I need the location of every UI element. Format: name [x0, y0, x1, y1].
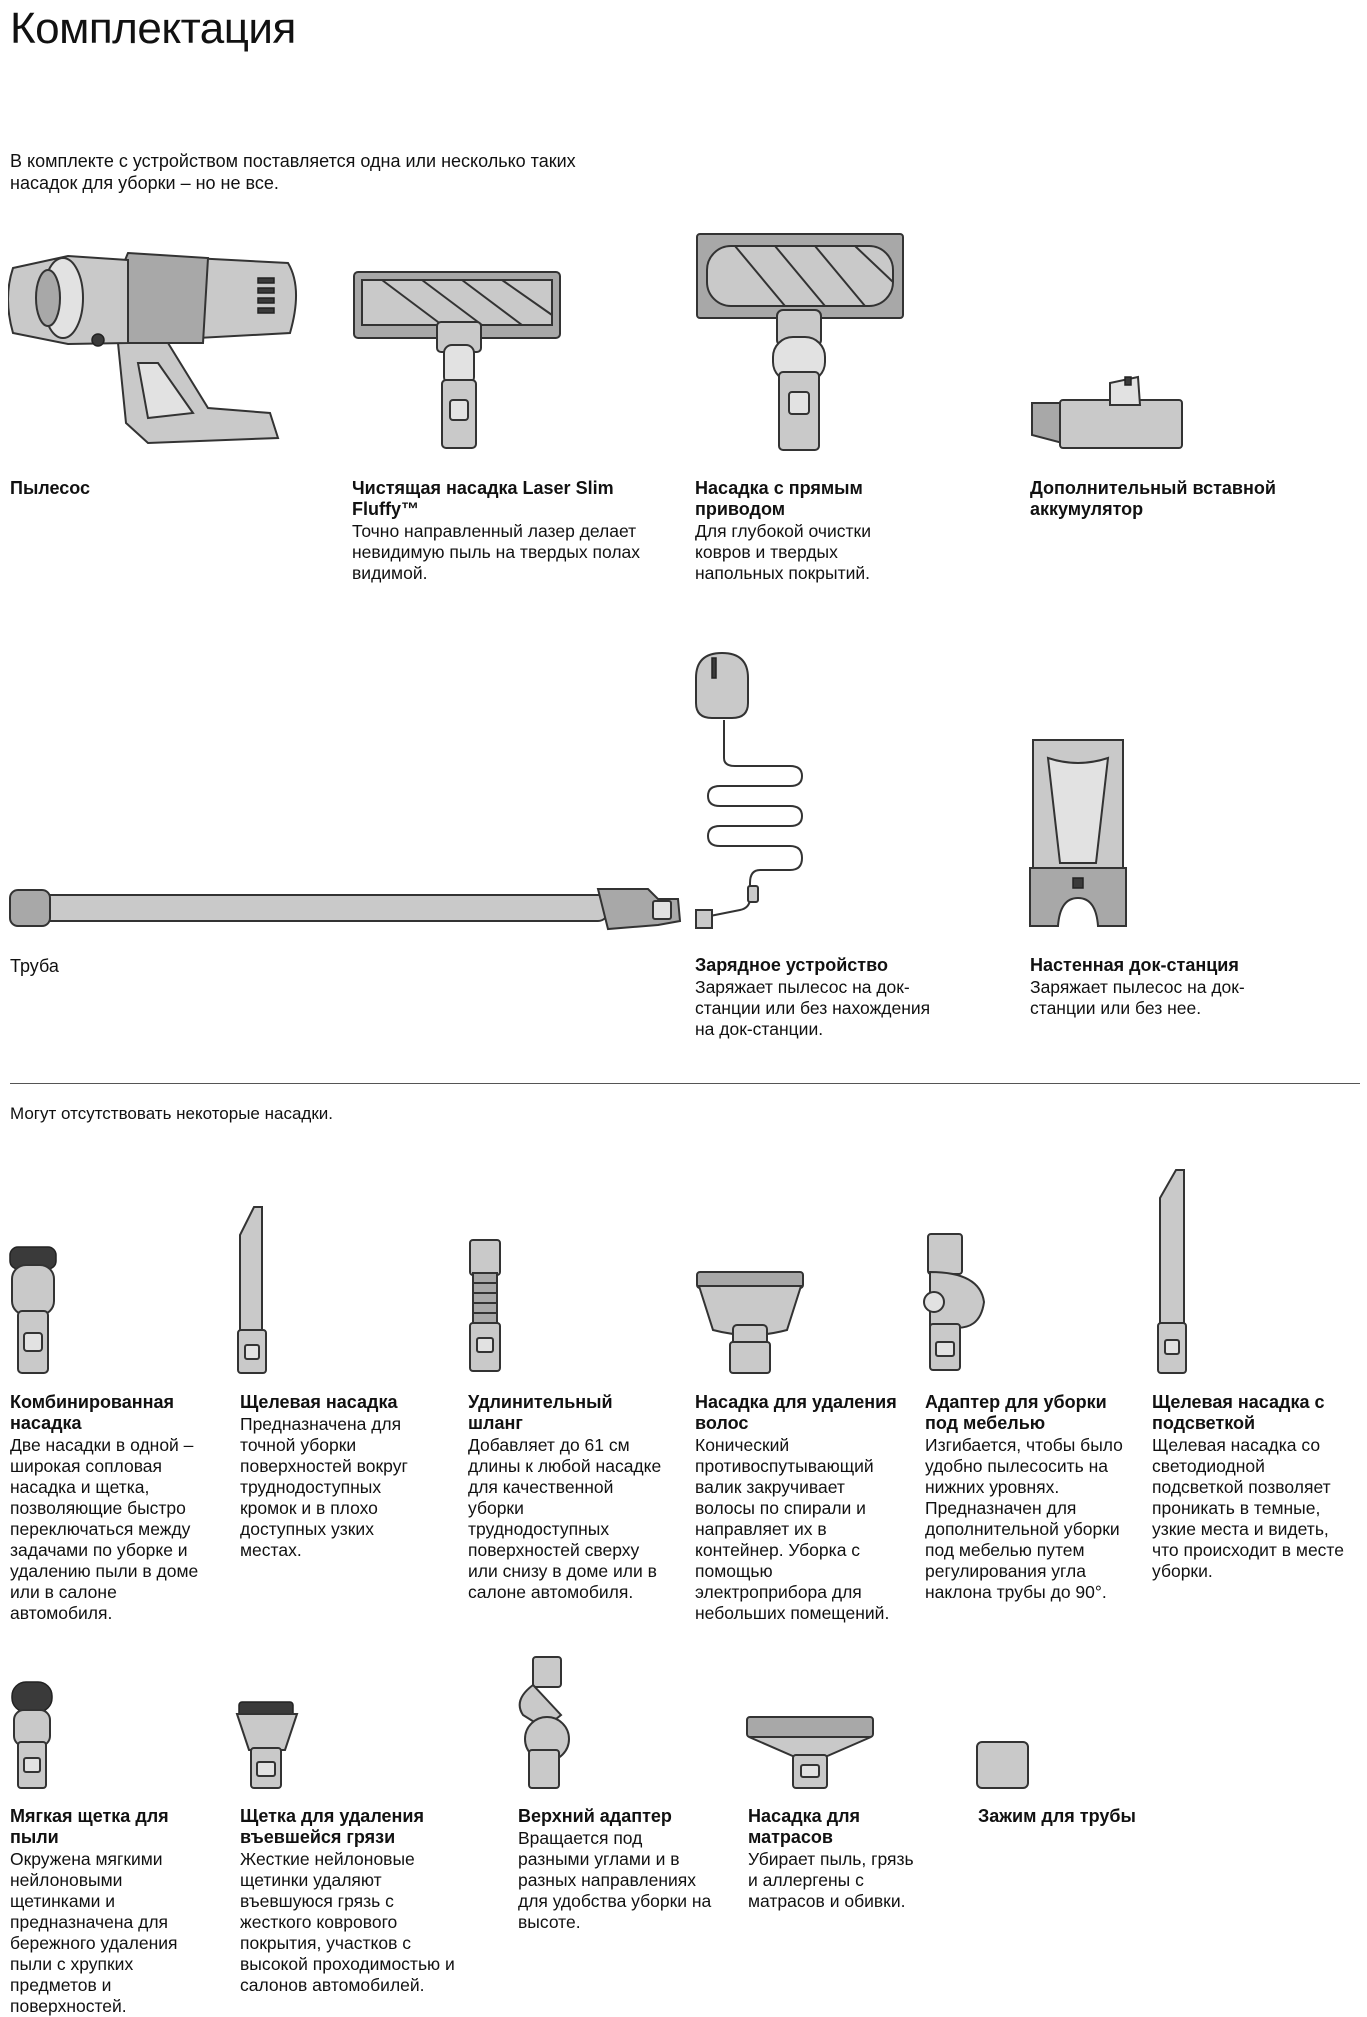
item-name: Адаптер для уборки под мебелью	[925, 1392, 1107, 1433]
item-dock	[1030, 955, 1270, 1019]
item-desc: Жесткие нейлоновые щетинки удаляют въевшуюся грязь с жесткого коврового покрытия, участков с высокой проходимостью и салонов автомобилей.	[240, 1849, 455, 1995]
low-reach-adapter-icon	[920, 1232, 990, 1372]
dock-icon	[1028, 738, 1128, 928]
item-name: Мягкая щетка для пыли	[10, 1806, 169, 1847]
item-name: Насадка с прямым приводом	[695, 478, 863, 519]
item-laser-slim-fluffy	[352, 478, 652, 584]
item-name: Верхний адаптер	[518, 1806, 672, 1826]
item-direct-drive	[695, 478, 915, 584]
item-low-reach-adapter	[925, 1392, 1125, 1603]
item-desc: Предназначена для точной уборки поверхностей вокруг труднодоступных кромок и в плохо доступных узких местах.	[240, 1414, 408, 1560]
item-mattress-tool	[748, 1806, 928, 1912]
item-name: Зарядное устройство	[695, 955, 888, 975]
charger-icon	[690, 648, 815, 933]
item-desc: Две насадки в одной – широкая сопловая насадка и щетка, позволяющие быстро переключаться между задачами по уборке и удалению пыли в доме или в салоне автомобиля.	[10, 1435, 199, 1623]
laser-slim-fluffy-icon	[352, 270, 562, 450]
wand-icon	[8, 885, 683, 935]
item-stubborn-dirt-brush	[240, 1806, 455, 1996]
item-battery	[1030, 478, 1320, 520]
item-combination-tool	[10, 1392, 205, 1624]
item-hair-screw-tool	[695, 1392, 900, 1624]
item-name: Щетка для удаления въевшейся грязи	[240, 1806, 424, 1847]
item-extension-hose	[468, 1392, 663, 1603]
crevice-tool-icon	[232, 1205, 272, 1375]
item-desc: Убирает пыль, грязь и аллергены с матрасов и обивки.	[748, 1849, 914, 1911]
item-vacuum	[10, 478, 330, 499]
item-desc: Изгибается, чтобы было удобно пылесосить на нижних уровнях. Предназначен для дополнительной уборки под мебелью путем регулирования угла наклона трубы до 90°.	[925, 1435, 1123, 1602]
item-name: Щелевая насадка	[240, 1392, 398, 1412]
item-light-pipe-crevice	[1152, 1392, 1357, 1582]
item-desc: Вращается под разными углами и в разных направлениях для удобства уборки на высоте.	[518, 1828, 712, 1932]
up-top-adapter-icon	[515, 1655, 575, 1790]
item-name: Труба	[10, 956, 59, 976]
stubborn-dirt-brush-icon	[235, 1700, 300, 1790]
item-name: Насадка для удаления волос	[695, 1392, 897, 1433]
extension-hose-icon	[465, 1238, 505, 1373]
item-name: Зажим для трубы	[978, 1806, 1136, 1826]
mattress-tool-icon	[745, 1715, 875, 1790]
page-title: Комплектация	[10, 4, 296, 53]
item-desc: Заряжает пылесос на док-станции или без нее.	[1030, 977, 1245, 1018]
battery-icon	[1030, 375, 1185, 450]
item-name: Насадка для матрасов	[748, 1806, 861, 1847]
wand-clip-icon	[975, 1740, 1030, 1790]
item-soft-dusting-brush	[10, 1806, 205, 2017]
note-text: Могут отсутствовать некоторые насадки.	[10, 1104, 333, 1123]
intro-text: В комплекте с устройством поставляется одна или несколько таких насадок для уборки – но не все.	[10, 151, 576, 193]
item-charger	[695, 955, 945, 1040]
item-wand-clip	[978, 1806, 1178, 1827]
hair-screw-tool-icon	[695, 1270, 805, 1375]
item-name: Дополнительный вставной аккумулятор	[1030, 478, 1276, 519]
item-up-top-adapter	[518, 1806, 718, 1933]
soft-dusting-brush-icon	[10, 1680, 55, 1790]
item-desc: Щелевая насадка со светодиодной подсветкой позволяет проникать в темные, узкие места и видеть, что происходит в месте уборки.	[1152, 1435, 1344, 1581]
item-name: Пылесос	[10, 478, 91, 498]
item-desc: Для глубокой очистки ковров и твердых напольных покрытий.	[695, 521, 871, 583]
direct-drive-head-icon	[695, 232, 905, 452]
divider	[10, 1083, 1360, 1084]
item-desc: Конический противоспутывающий валик закручивает волосы по спирали и направляет их в контейнер. Уборка с помощью электроприбора для небольших помещений.	[695, 1435, 890, 1623]
item-name: Настенная док-станция	[1030, 955, 1239, 975]
item-desc: Окружена мягкими нейлоновыми щетинками и предназначена для бережного удаления пыли с хрупких предметов и поверхностей.	[10, 1849, 178, 2016]
item-wand	[10, 955, 330, 977]
combination-tool-icon	[8, 1245, 58, 1375]
item-name: Щелевая насадка с подсветкой	[1152, 1392, 1325, 1433]
item-name: Чистящая насадка Laser Slim Fluffy™	[352, 478, 614, 519]
item-desc: Заряжает пылесос на док-станции или без нахождения на док-станции.	[695, 977, 931, 1039]
item-name: Комбинированная насадка	[10, 1392, 175, 1433]
light-pipe-crevice-icon	[1152, 1168, 1192, 1375]
item-desc: Точно направленный лазер делает невидимую пыль на твердых полах видимой.	[352, 521, 641, 583]
item-desc: Добавляет до 61 см длины к любой насадке для качественной уборки труднодоступных поверхностей сверху или снизу в доме или в салоне автомобиля.	[468, 1435, 662, 1602]
vacuum-icon	[8, 248, 300, 448]
item-name: Удлинительный шланг	[468, 1392, 613, 1433]
item-crevice-tool	[240, 1392, 435, 1561]
